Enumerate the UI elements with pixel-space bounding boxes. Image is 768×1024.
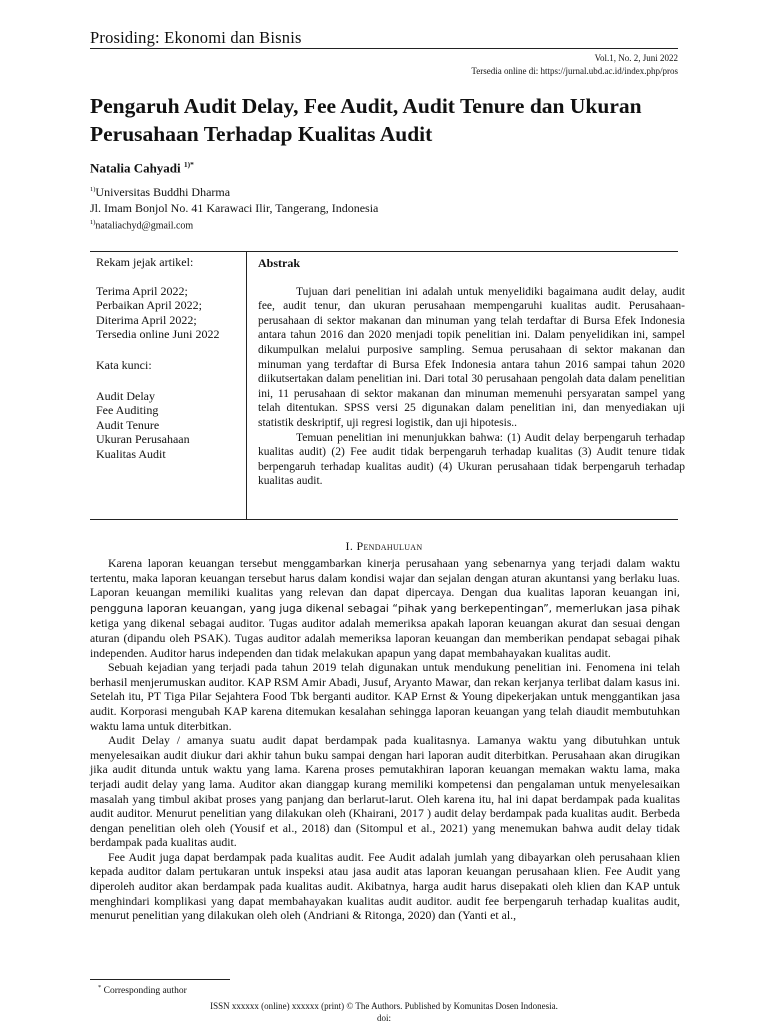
abstract-box-top-rule [90, 251, 678, 252]
keyword-item: Audit Delay [96, 388, 155, 403]
volume-line: Vol.1, No. 2, Juni 2022 [594, 53, 678, 63]
section-heading [0, 539, 768, 554]
availability-line: Tersedia online di: https://jurnal.ubd.ac.id/index.php/pros [471, 65, 678, 76]
abstract-paragraph: Tujuan dari penelitian ini adalah untuk menyelidiki bagaimana audit delay, audit fee, audit tenur, dan ukuran perusahaan mempengaruhi kualitas audit. Perusahaan-perusahaan di sektor makanan dan minuman yang telah terdaftar di Bursa Efek Indonesia antara tahun 2016 dan 2020 menjadi topik penelitian ini. Dalam penyelidikan ini, sampel dikumpulkan melalui purposive sampling. Semua perusahaan di sektor makanan dan minuman yang terdaftar di Bursa Efek Indonesia antara tahun 2016 sampai tahun 2020 diikutsertakan dalam penelitian ini. Dari total 30 perusahaan pengolah data dalam penelitian ini, 11 perusahaan di sektor makanan dan minuman memenuhi persyaratan sampel yang telah ditentukan. SPSS versi 25 digunakan dalam penelitian ini, dan menyediakan uji statistik deskriptif, uji regresi logistik, dan uji hipotesis.. [258, 285, 685, 429]
body-paragraph: Audit Delay / amanya suatu audit dapat berdampak pada kualitasnya. Lamanya waktu yang dibutuhkan untuk menyelesaikan audit diukur dari akhir tahun buku sampai dengan hari laporan audit diterbitkan. Perusahaan akan dirugikan jika audit ditunda untuk waktu yang lama. Karena proses pemutakhiran laporan keuangan memakan waktu lama, maka terjadi audit delay yang lama. Auditor akan dianggap kurang memiliki kompetensi dan pengalaman untuk menyelesaikan masalah yang timbul akibat proses yang panjang dan berlarut-larut. Oleh karena itu, hal ini dapat berdampak pada kualitas audit auditor. Menurut penelitian yang dilakukan oleh (Khairani, 2017 ) audit delay berdampak pada kualitas audit. Berbeda dengan penelitian oleh oleh (Yousif et al., 2018) dan (Sitompul et al., 2021) yang menemukan bahwa audit delay tidak berdampak pada kualitas audit. [90, 733, 680, 850]
keyword-item: Audit Tenure [96, 417, 160, 432]
author-name: Natalia Cahyadi [90, 160, 181, 176]
author [90, 160, 194, 176]
body-paragraph: Fee Audit juga dapat berdampak pada kualitas audit. Fee Audit adalah jumlah yang dibayarkan oleh perusahaan klien kepada auditor dalam pertukaran untuk inspeksi atau jasa audit atas laporan keuangan perusahaan klien. Fee Audit yang diperoleh auditor akan berdampak pada kualitas audit. Akibatnya, harga audit harus disepakati oleh klien dan KAP untuk menghindari komplikasi yang dapat membahayakan kualitas audit auditor. audit fee berpengaruh terhadap kualitas audit, menurut penelitian yang dilakukan oleh oleh (Andriani & Ritonga, 2020) dan (Yanti et al., [90, 849, 680, 923]
keyword-item: Fee Auditing [96, 403, 159, 418]
doi-line: doi: [376, 1013, 391, 1023]
keyword-item: Ukuran Perusahaan [96, 432, 190, 447]
footnote [98, 984, 187, 996]
body-paragraph [90, 556, 680, 660]
affiliation-sup: 1) [90, 186, 96, 193]
article-history-heading: Rekam jejak artikel: [96, 255, 194, 269]
body-paragraph: Sebuah kejadian yang terjadi pada tahun 2019 telah digunakan untuk mendukung penelitian ini. Fenomena ini telah berhasil menjerumuskan auditor. KAP RSM Amir Abadi, Jusuf, Aryanto Mawar, dan rekan kerjanya terlibat dalam kasus ini. Setelah itu, PT Tiga Pilar Sejahtera Food Tbk berganti auditor. KAP Ernst & Young dipekerjakan untuk menggantikan jasa audit. Korporasi mengubah KAP karena ditemukan kesalahan sehingga laporan keuangan yang telah diaudit membutuhkan waktu lama untuk diterbitkan. [90, 660, 680, 733]
body-text-run: ketiga yang dikenal sebagai auditor. Tugas auditor adalah memeriksa apakah laporan keuangan akurat dan sesuai dengan aturan (dipandu oleh PSAK). Tugas auditor adalah memeriksa laporan keuangan dan memberikan pendapat sebagai pihak independen. Auditor harus independen dan tidak melakukan apapun yang dapat membahayakan kualitas audit. [90, 616, 680, 660]
footnote-sup: * [98, 984, 102, 991]
abstract-paragraph: Temuan penelitian ini menunjukkan bahwa: (1) Audit delay berpengaruh terhadap kualitas audit) (2) Fee audit tidak berpengaruh terhadap kualitas (3) Audit tenure tidak berpengaruh terhadap kualitas audit) (4) Ukuran perusahaan tidak berpengaruh terhadap kualitas audit. [258, 431, 685, 488]
body-text-run-alt-font: ini, pengguna laporan keuangan, yang juga dikenal sebagai “pihak yang berkepentingan”, memerlukan jasa pihak [90, 587, 680, 615]
section-title: Pendahuluan [356, 539, 423, 553]
footnote-text: Corresponding author [101, 986, 187, 997]
affiliation [90, 182, 378, 216]
history-item: Tersedia online Juni 2022 [96, 327, 220, 342]
journal-name: Prosiding: Ekonomi dan Bisnis [90, 28, 302, 47]
abstract [258, 256, 685, 489]
author-sup: 1)* [183, 160, 194, 169]
journal-volume-info [471, 52, 678, 77]
affiliation-address: Jl. Imam Bonjol No. 41 Karawaci Ilir, Tangerang, Indonesia [90, 201, 379, 215]
author-email [90, 219, 193, 231]
section-number: I. [345, 539, 354, 553]
footnote-rule [90, 979, 230, 980]
article-info [96, 255, 241, 462]
body-text-run: Karena laporan keuangan tersebut menggambarkan kinerja perusahaan yang sebenarnya yang terjadi dalam waktu tertentu, maka laporan keuangan tersebut harus dalam kondisi wajar dan sejalan dengan aturan akuntansi yang berlaku luas. Laporan keuangan memiliki kualitas yang relevan dan dapat dipercaya. Dengan dua kualitas laporan keuangan [90, 556, 680, 600]
history-item: Perbaikan April 2022; [96, 298, 202, 313]
affiliation-university: Universitas Buddhi Dharma [95, 185, 231, 199]
email-address: nataliachyd@gmail.com [95, 220, 194, 232]
history-item: Terima April 2022; [96, 283, 188, 298]
paper-title: Pengaruh Audit Delay, Fee Audit, Audit Tenure dan Ukuran Perusahaan Terhadap Kualitas Audit [90, 94, 642, 146]
keyword-item: Kualitas Audit [96, 446, 166, 461]
abstract-box-bottom-rule [90, 519, 678, 520]
abstract-heading: Abstrak [258, 256, 301, 270]
keywords-heading: Kata kunci: [96, 357, 152, 372]
abstract-box-divider [246, 251, 247, 519]
issn-line: ISSN xxxxxx (online) xxxxxx (print) © The Authors. Published by Komunitas Dosen Indonesia. [210, 1001, 558, 1011]
email-sup: 1) [90, 219, 96, 226]
body-text [90, 556, 680, 923]
history-item: Diterima April 2022; [96, 312, 197, 327]
header-rule [90, 48, 678, 49]
